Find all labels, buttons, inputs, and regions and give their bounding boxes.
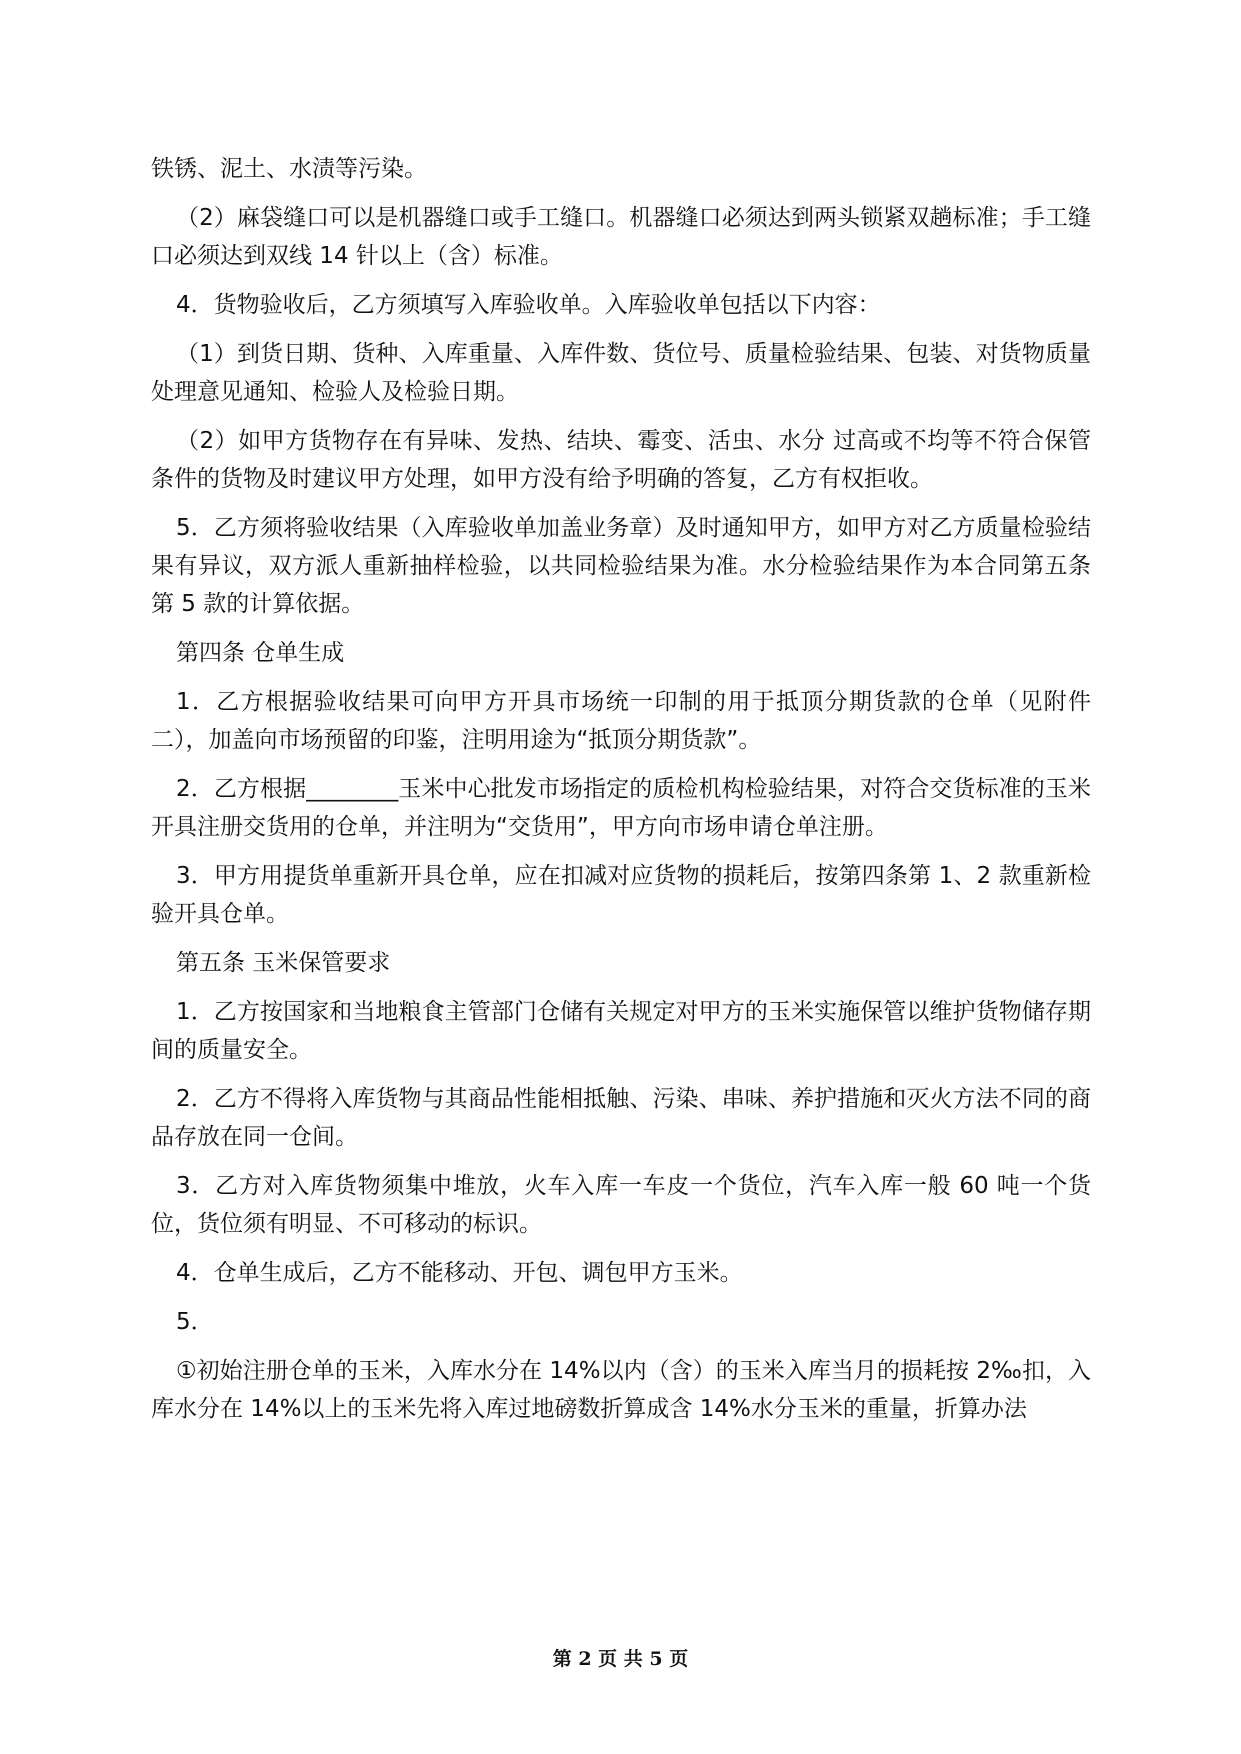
paragraph: ①初始注册仓单的玉米，入库水分在 14%以内（含）的玉米入库当月的损耗按 2‰扣，入库水分在 14%以上的玉米先将入库过地磅数折算成含 14%水分玉米的重量，折算办法 bbox=[151, 1358, 1091, 1422]
paragraph: 4．货物验收后，乙方须填写入库验收单。入库验收单包括以下内容： bbox=[176, 292, 881, 318]
paragraph: 2．乙方不得将入库货物与其商品性能相抵触、污染、串味、养护措施和灭火方法不同的商品存放在同一仓间。 bbox=[151, 1086, 1091, 1150]
document-body bbox=[151, 150, 1091, 1439]
paragraph: 1．乙方根据验收结果可向甲方开具市场统一印制的用于抵顶分期货款的仓单（见附件二），加盖向市场预留的印鉴，注明用途为“抵顶分期货款”。 bbox=[151, 689, 1091, 753]
paragraph: 3．乙方对入库货物须集中堆放，火车入库一车皮一个货位，汽车入库一般 60 吨一个货位，货位须有明显、不可移动的标识。 bbox=[151, 1173, 1091, 1237]
paragraph: （1）到货日期、货种、入库重量、入库件数、货位号、质量检验结果、包装、对货物质量处理意见通知、检验人及检验日期。 bbox=[151, 341, 1091, 405]
paragraph: 5．乙方须将验收结果（入库验收单加盖业务章）及时通知甲方，如甲方对乙方质量检验结果有异议，双方派人重新抽样检验，以共同检验结果为准。水分检验结果作为本合同第五条第 5 款的计算依据。 bbox=[151, 515, 1091, 617]
paragraph: 3．甲方用提货单重新开具仓单，应在扣减对应货物的损耗后，按第四条第 1、2 款重新检验开具仓单。 bbox=[151, 863, 1091, 927]
paragraph: （2）麻袋缝口可以是机器缝口或手工缝口。机器缝口必须达到两头锁紧双趟标准；手工缝口必须达到双线 14 针以上（含）标准。 bbox=[151, 205, 1091, 269]
paragraph: 铁锈、泥土、水渍等污染。 bbox=[151, 156, 427, 182]
page-number-footer: 第 2 页 共 5 页 bbox=[552, 1648, 689, 1670]
paragraph: 第四条 仓单生成 bbox=[176, 640, 345, 666]
paragraph: （2）如甲方货物存在有异味、发热、结块、霉变、活虫、水分 过高或不均等不符合保管条件的货物及时建议甲方处理，如甲方没有给予明确的答复，乙方有权拒收。 bbox=[151, 428, 1091, 492]
paragraph: 1．乙方按国家和当地粮食主管部门仓储有关规定对甲方的玉米实施保管以维护货物储存期间的质量安全。 bbox=[151, 999, 1091, 1063]
paragraph: 5． bbox=[176, 1309, 214, 1335]
paragraph: 第五条 玉米保管要求 bbox=[176, 950, 391, 976]
paragraph: 4．仓单生成后，乙方不能移动、开包、调包甲方玉米。 bbox=[176, 1260, 743, 1286]
paragraph: 2．乙方根据________玉米中心批发市场指定的质检机构检验结果，对符合交货标准的玉米开具注册交货用的仓单，并注明为“交货用”，甲方向市场申请仓单注册。 bbox=[151, 776, 1091, 840]
